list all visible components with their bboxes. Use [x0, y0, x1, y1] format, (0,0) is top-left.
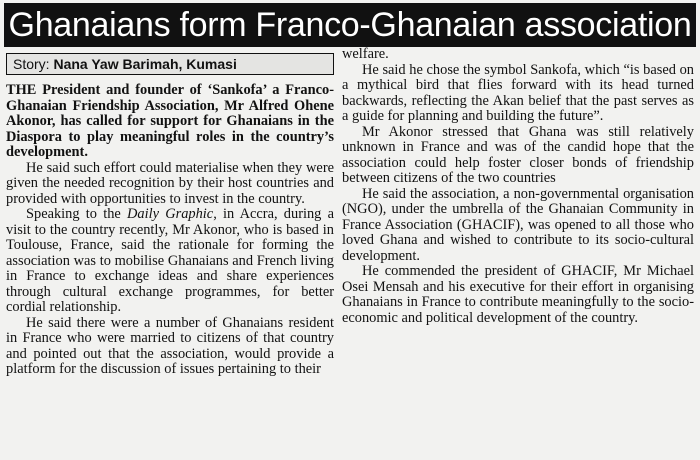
- newspaper-name: Daily Graphic: [127, 206, 214, 222]
- paragraph: He said such effort could materialise when they were given the needed recognition by their host countries and provided with opportunities to invest in the country.: [6, 159, 334, 207]
- lead-paragraph: THE President and founder of ‘Sankofa’ a Franco-Ghanaian Friendship Association, Mr Alfred Ohene Akonor, has called for support for Ghanaians in the Diaspora to play meaningful roles in the country’s development.: [6, 82, 334, 160]
- paragraph-text: , in Accra, during a visit to the country recently, Mr Akonor, who is based in Toulouse, France, said the rationale for forming the association was to mobilise Ghanaians and French living in France to exchange ideas and share experiences through cultural exchange programmes, for better cordial relationship.: [6, 206, 334, 315]
- paragraph-continuation: welfare.: [342, 47, 389, 62]
- paragraph: He said he chose the symbol Sankofa, which “is based on a mythical bird that flies forward with its head turned backwards, reflecting the Akan belief that the past serves as a guide for planning and building the future”.: [342, 61, 694, 124]
- byline-author: Nana Yaw Barimah, Kumasi: [53, 56, 237, 72]
- byline-box: [6, 53, 334, 75]
- paragraph-text: Speaking to the: [26, 206, 128, 222]
- right-column: [342, 47, 694, 455]
- paragraph: [6, 207, 334, 316]
- left-column: [6, 50, 334, 458]
- paragraph: Mr Akonor stressed that Ghana was still relatively unknown in France and was of the candid hope that the association could help foster closer bonds of friendship between citizens of the two countries: [342, 123, 694, 186]
- paragraph: He said the association, a non-governmental organisation (NGO), under the umbrella of the Ghanaian Community in France Association (GHACIF), was opened to all those who loved Ghana and wished to contribute to its socio-cultural development.: [342, 185, 694, 264]
- byline-label: Story:: [13, 56, 50, 72]
- paragraph: He commended the president of GHACIF, Mr Michael Osei Mensah and his executive for their effort in organising Ghanaians in France to contribute meaningfully to the socio-economic and political development of the country.: [342, 263, 694, 326]
- paragraph: He said there were a number of Ghanaians resident in France who were married to citizens of that country and pointed out that the association, would provide a platform for the discussion of issues pertaining to their: [6, 314, 334, 377]
- headline: Ghanaians form Franco-Ghanaian association: [4, 3, 696, 47]
